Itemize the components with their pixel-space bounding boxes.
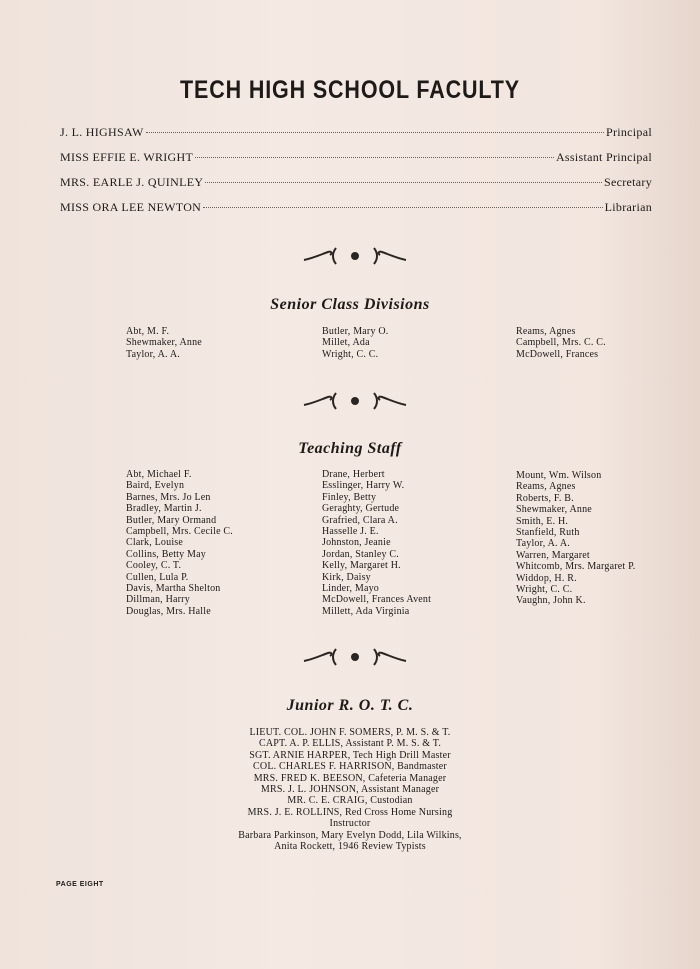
list-item: Grafried, Clara A. xyxy=(322,514,398,526)
dot-leader xyxy=(203,207,603,208)
officer-role: Principal xyxy=(605,125,652,139)
list-item: Millett, Ada Virginia xyxy=(322,605,410,617)
list-item: Reams, Agnes xyxy=(516,326,576,337)
list-item: Butler, Mary Ormand xyxy=(126,514,217,526)
officer-row xyxy=(60,150,652,175)
senior-col-3 xyxy=(516,326,606,360)
list-item: Stanfield, Ruth xyxy=(516,526,580,538)
senior-col-2 xyxy=(322,326,388,360)
list-item: Collins, Betty May xyxy=(126,548,206,560)
list-item: Johnston, Jeanie xyxy=(322,537,391,549)
list-item: CAPT. A. P. ELLIS, Assistant P. M. S. & T. xyxy=(258,738,442,750)
list-item: Bradley, Martin J. xyxy=(126,503,202,515)
list-item: Reams, Agnes xyxy=(516,481,576,493)
list-item: Campbell, Mrs. C. C. xyxy=(516,337,606,349)
officer-row xyxy=(60,175,652,200)
list-item: Kirk, Daisy xyxy=(322,571,371,583)
list-item: Cullen, Lula P. xyxy=(126,571,189,583)
list-item: Geraghty, Gertude xyxy=(322,503,400,515)
rotc-list xyxy=(0,727,700,852)
list-item: Clark, Louise xyxy=(126,537,184,549)
teaching-staff-heading: Teaching Staff xyxy=(298,440,402,457)
list-item: MR. C. E. CRAIG, Custodian xyxy=(287,795,413,807)
list-item: Drane, Herbert xyxy=(322,469,385,480)
list-item: Baird, Evelyn xyxy=(126,480,185,492)
list-item: Taylor, A. A. xyxy=(516,538,570,550)
list-item: Jordan, Stanley C. xyxy=(322,548,399,560)
list-item: Finley, Betty xyxy=(322,491,377,503)
list-item: Widdop, H. R. xyxy=(516,572,577,584)
officer-name: J. L. HIGHSAW xyxy=(60,125,144,139)
list-item: Linder, Mayo xyxy=(322,582,379,594)
list-item: Abt, Michael F. xyxy=(126,469,192,480)
list-item: Wright, C. C. xyxy=(516,583,573,595)
list-item: Wright, C. C. xyxy=(322,348,379,360)
officer-name: MRS. EARLE J. QUINLEY xyxy=(60,175,204,189)
list-item: Esslinger, Harry W. xyxy=(322,480,405,492)
list-item: Mount, Wm. Wilson xyxy=(516,470,602,481)
list-item: Dillman, Harry xyxy=(126,594,190,606)
list-item: Douglas, Mrs. Halle xyxy=(126,605,211,617)
list-item: Shewmaker, Anne xyxy=(126,337,202,349)
senior-col-1 xyxy=(126,326,202,360)
list-item: Smith, E. H. xyxy=(516,515,569,527)
officer-name: MISS EFFIE E. WRIGHT xyxy=(60,150,194,164)
officer-role: Assistant Principal xyxy=(555,150,652,164)
officer-role: Librarian xyxy=(604,200,652,214)
flourish-divider-icon xyxy=(300,391,410,411)
list-item: MRS. J. L. JOHNSON, Assistant Manager xyxy=(260,783,440,795)
list-item: Taylor, A. A. xyxy=(126,348,180,360)
list-item: SGT. ARNIE HARPER, Tech High Drill Master xyxy=(249,749,451,761)
teaching-col-2 xyxy=(322,469,431,617)
list-item: Instructor xyxy=(329,818,371,830)
officer-list xyxy=(60,125,652,225)
dot-leader xyxy=(205,182,602,183)
list-item: MRS. FRED K. BEESON, Cafeteria Manager xyxy=(253,772,447,784)
list-item: Millet, Ada xyxy=(322,337,370,349)
list-item: Cooley, C. T. xyxy=(126,560,182,572)
list-item: McDowell, Frances Avent xyxy=(322,594,432,606)
list-item: Barbara Parkinson, Mary Evelyn Dodd, Lila Wilkins, xyxy=(238,829,462,841)
list-item: Anita Rockett, 1946 Review Typists xyxy=(274,840,426,852)
officer-row xyxy=(60,125,652,150)
officer-role: Secretary xyxy=(603,175,652,189)
teaching-col-1 xyxy=(126,469,233,617)
rotc-heading: Junior R. O. T. C. xyxy=(286,697,414,714)
dot-leader xyxy=(146,132,604,133)
list-item: Warren, Margaret xyxy=(516,549,590,561)
list-item: McDowell, Frances xyxy=(516,348,599,360)
list-item: Hasselle J. E. xyxy=(322,525,379,537)
list-item: COL. CHARLES F. HARRISON, Bandmaster xyxy=(253,761,447,773)
list-item: Abt, M. F. xyxy=(126,326,170,337)
teaching-col-3 xyxy=(516,470,635,607)
senior-class-heading: Senior Class Divisions xyxy=(270,296,430,313)
flourish-divider-icon xyxy=(300,246,410,266)
list-item: Kelly, Margaret H. xyxy=(322,560,401,572)
list-item: Campbell, Mrs. Cecile C. xyxy=(126,525,234,537)
flourish-divider-icon xyxy=(300,647,410,667)
list-item: Barnes, Mrs. Jo Len xyxy=(126,491,211,503)
list-item: MRS. J. E. ROLLINS, Red Cross Home Nursing xyxy=(247,806,453,818)
list-item: LIEUT. COL. JOHN F. SOMERS, P. M. S. & T. xyxy=(249,727,451,738)
page-number: PAGE EIGHT xyxy=(56,881,104,888)
list-item: Roberts, F. B. xyxy=(516,492,574,504)
officer-name: MISS ORA LEE NEWTON xyxy=(60,200,202,214)
list-item: Vaughn, John K. xyxy=(516,595,586,607)
list-item: Butler, Mary O. xyxy=(322,326,389,337)
list-item: Whitcomb, Mrs. Margaret P. xyxy=(516,561,636,573)
list-item: Davis, Martha Shelton xyxy=(126,582,221,594)
list-item: Shewmaker, Anne xyxy=(516,504,592,516)
page-title: TECH HIGH SCHOOL FACULTY xyxy=(180,76,520,104)
dot-leader xyxy=(195,157,554,158)
officer-row xyxy=(60,200,652,225)
